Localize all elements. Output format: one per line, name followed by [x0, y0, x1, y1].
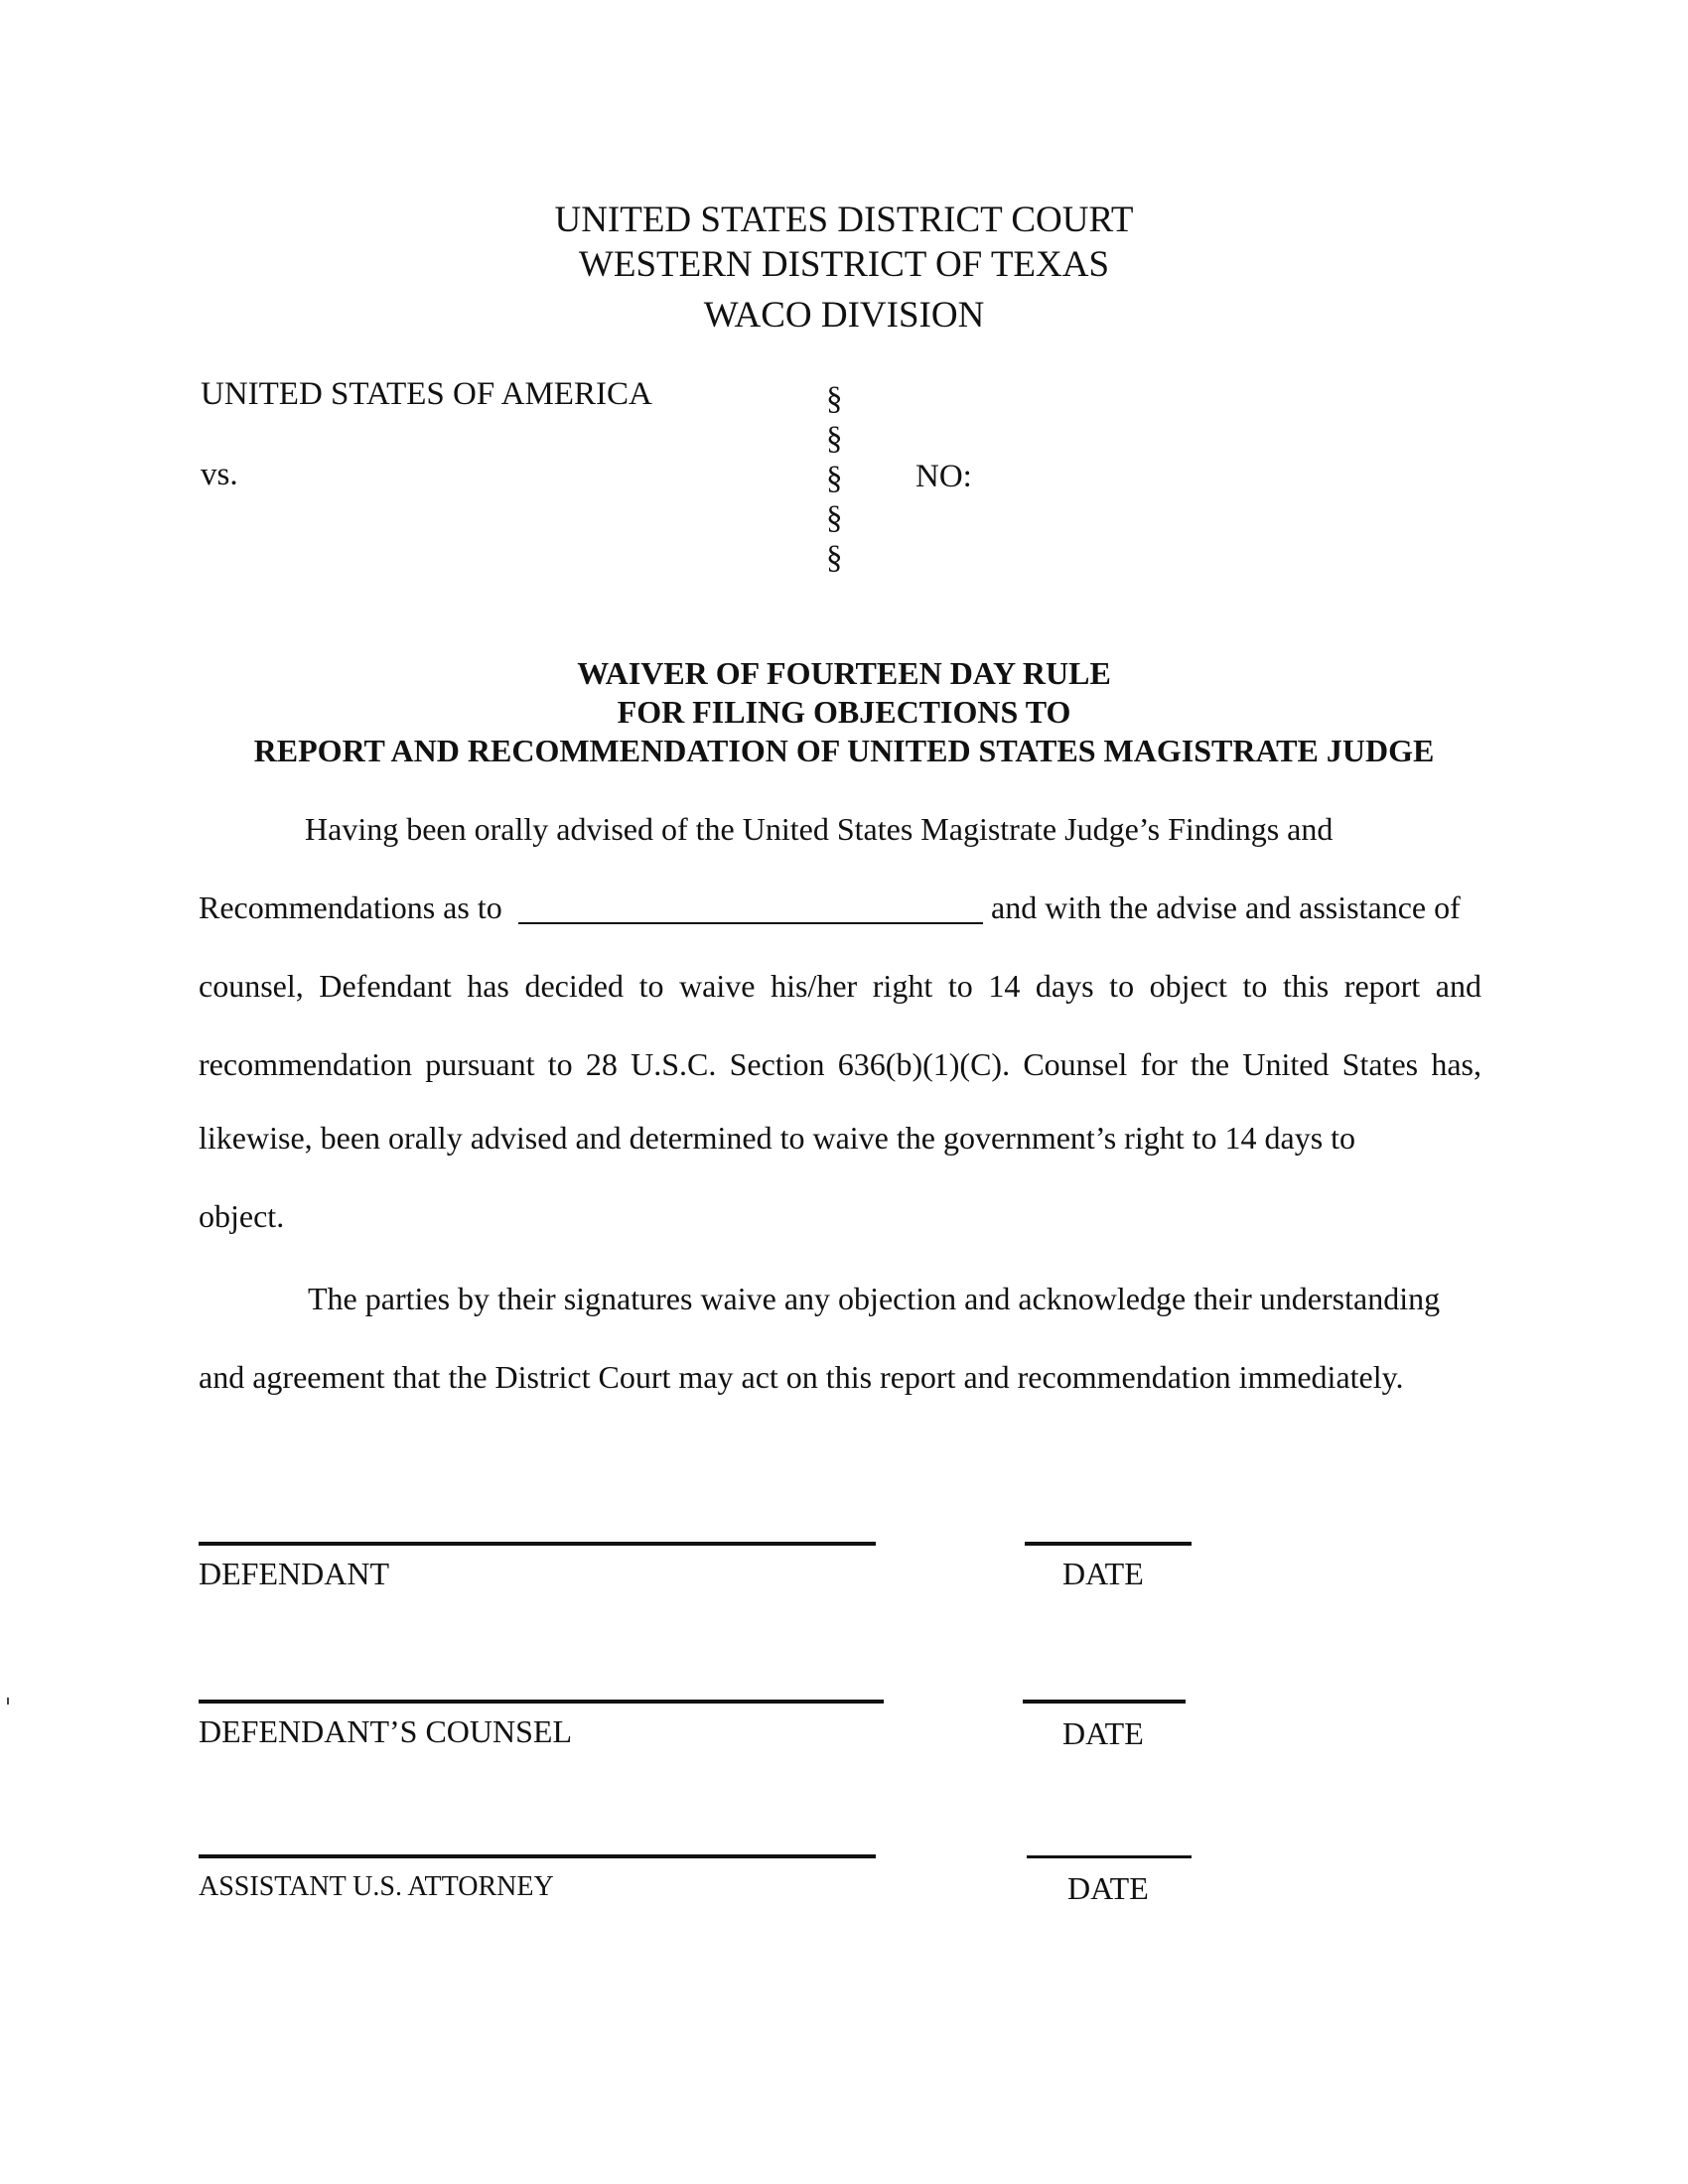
paragraph-1-line-2-end: and with the advise and assistance of: [991, 889, 1461, 925]
paragraph-1-line-4: recommendation pursuant to 28 U.S.C. Section 636(b)(1)(C). Counsel for the United States has,: [199, 1046, 1481, 1082]
paragraph-1-line-6: object.: [199, 1198, 285, 1234]
paragraph-1-line-5: likewise, been orally advised and determined to waive the government’s right to 14 days to: [199, 1120, 1356, 1156]
defendant-date-label: DATE: [1062, 1556, 1144, 1591]
defendant-signature-line[interactable]: [199, 1542, 876, 1546]
attorney-date-label: DATE: [1067, 1870, 1149, 1906]
section-mark-4: §: [826, 500, 843, 536]
section-mark-1: §: [826, 381, 843, 417]
recommendation-subject-blank[interactable]: [518, 922, 983, 924]
counsel-date-label: DATE: [1062, 1715, 1144, 1751]
plaintiff-name: UNITED STATES OF AMERICA: [201, 376, 652, 412]
scan-artifact: [7, 1698, 9, 1705]
attorney-signature-line[interactable]: [199, 1854, 876, 1858]
paragraph-2-line-1: The parties by their signatures waive any objection and acknowledge their understanding: [308, 1281, 1441, 1316]
document-title-line-2: FOR FILING OBJECTIONS TO: [617, 694, 1071, 730]
court-division: WACO DIVISION: [703, 295, 985, 336]
versus-label: vs.: [201, 457, 238, 492]
counsel-date-line[interactable]: [1023, 1700, 1186, 1704]
document-title-line-1: WAIVER OF FOURTEEN DAY RULE: [577, 655, 1111, 691]
attorney-label: ASSISTANT U.S. ATTORNEY: [199, 1871, 554, 1902]
case-number-label: NO:: [915, 459, 972, 494]
paragraph-2-line-2: and agreement that the District Court may act on this report and recommendation immediately.: [199, 1359, 1404, 1395]
court-name: UNITED STATES DISTRICT COURT: [554, 200, 1134, 240]
section-mark-3: §: [826, 461, 843, 496]
attorney-date-line[interactable]: [1027, 1855, 1192, 1858]
defendant-label: DEFENDANT: [199, 1556, 389, 1591]
paragraph-1-line-1: Having been orally advised of the United States Magistrate Judge’s Findings and: [305, 811, 1334, 847]
court-district: WESTERN DISTRICT OF TEXAS: [578, 244, 1110, 285]
counsel-label: DEFENDANT’S COUNSEL: [199, 1713, 572, 1749]
section-mark-2: §: [826, 421, 843, 457]
paragraph-1-line-3: counsel, Defendant has decided to waive his/her right to 14 days to object to this report and: [199, 968, 1481, 1004]
document-title-line-3: REPORT AND RECOMMENDATION OF UNITED STATES MAGISTRATE JUDGE: [253, 733, 1435, 768]
counsel-signature-line[interactable]: [199, 1700, 884, 1704]
paragraph-1-line-2-start: Recommendations as to: [199, 889, 502, 925]
section-mark-5: §: [826, 540, 843, 576]
defendant-date-line[interactable]: [1025, 1542, 1192, 1546]
